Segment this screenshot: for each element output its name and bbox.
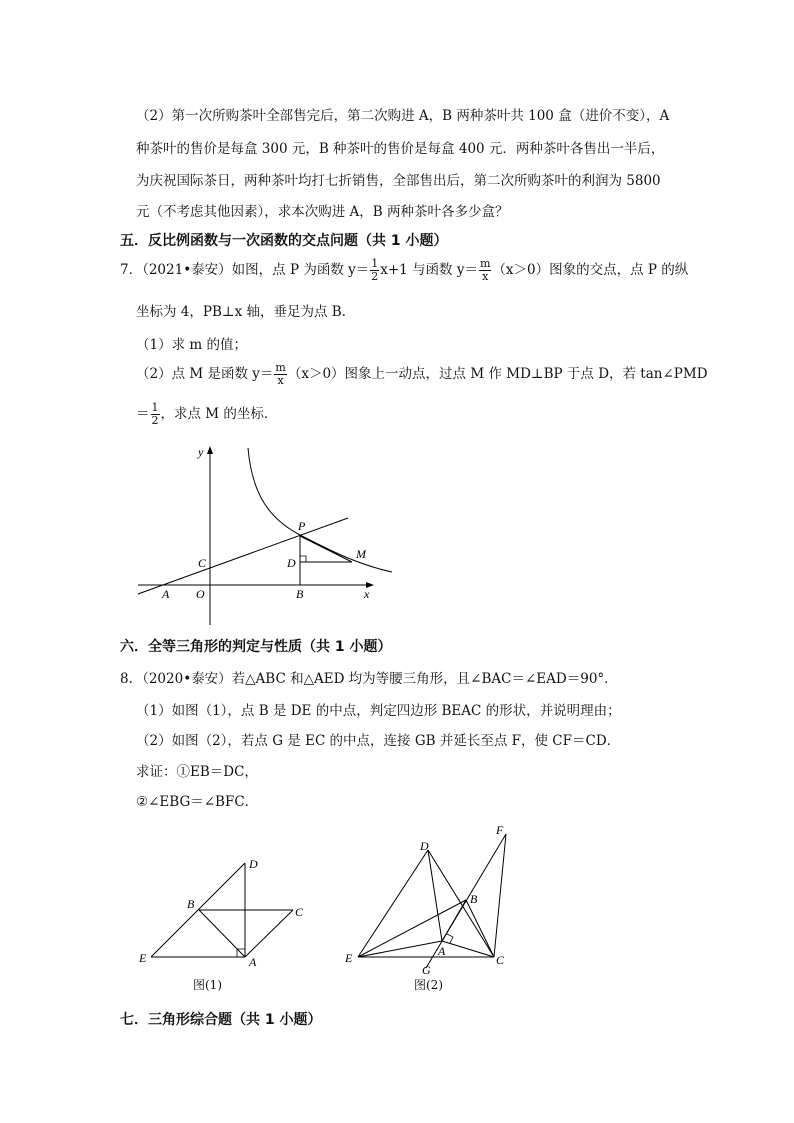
q7-part2-c-pre: ＝ [136, 406, 150, 422]
segment-EA [358, 941, 442, 957]
y-axis-arrow [207, 446, 213, 454]
q7-part2 [136, 362, 708, 387]
q6-part2-line3: 为庆祝国际茶日，两种茶叶均打七折销售，全部售出后，第二次所购茶叶的利润为 5800 [136, 173, 661, 189]
label-D: D [287, 556, 296, 570]
segment-DC [428, 850, 494, 957]
q7-part2-cont [136, 402, 277, 427]
label-A: A [249, 955, 257, 969]
label-A: A [162, 587, 170, 601]
q7-line1-b: x+1 与函数 y＝ [380, 262, 478, 278]
segment-AC [442, 941, 494, 957]
label-x: x [364, 587, 370, 601]
label-F: F [496, 823, 504, 837]
label-G: G [422, 963, 431, 977]
label-P: P [298, 519, 306, 533]
q7-line1-c: （x＞0）图象的交点，点 P 的纵 [492, 262, 689, 278]
q7-line1-a: 7．（2021•泰安）如图，点 P 为函数 y＝ [120, 262, 370, 278]
frac-den: x [482, 270, 489, 283]
q7-figure [130, 440, 400, 630]
label-y: y [198, 445, 204, 459]
label-E: E [345, 951, 353, 965]
label-B: B [470, 892, 478, 906]
q7-part1: （1）求 m 的值； [136, 337, 247, 353]
label-E: E [139, 951, 147, 965]
frac-num: 1 [151, 401, 159, 414]
segment-ED [358, 850, 428, 957]
segment-FC [494, 834, 506, 957]
q8-line1: 8．（2020•泰安）若△ABC 和△AED 均为等腰三角形，且∠BAC＝∠EAD＝90°． [120, 671, 618, 687]
q7-part2-a: （2）点 M 是函数 y＝ [136, 366, 274, 382]
q6-part2-line2: 种茶叶的售价是每盒 300 元，B 种茶叶的售价是每盒 400 元．两种茶叶各售出一半后， [136, 141, 665, 157]
label-M: M [356, 547, 366, 561]
segment-BA [199, 910, 245, 957]
label-B: B [296, 587, 304, 601]
q8-figure-2 [340, 820, 530, 980]
label-A: A [438, 944, 446, 958]
q8-prove2: ②∠EBG＝∠BFC． [136, 794, 259, 810]
q6-part2-line1: （2）第一次所购茶叶全部售完后，第二次购进 A，B 两种茶叶共 100 盒（进价不变），A [136, 108, 670, 124]
frac-den: x [277, 374, 284, 387]
figure-2-caption: 图(2) [414, 978, 443, 992]
section-7-heading: 七．三角形综合题（共 1 小题） [120, 1012, 322, 1028]
frac-den: 2 [151, 414, 159, 427]
label-D: D [420, 839, 429, 853]
frac-num: 1 [371, 257, 379, 270]
frac-den: 2 [371, 270, 379, 283]
q7-fraction-m-over-x-2 [274, 362, 286, 387]
right-angle-mark [300, 556, 306, 562]
frac-num: m [275, 361, 286, 374]
segment-DA [428, 850, 442, 941]
q8-figure-1 [135, 850, 315, 975]
q7-line1 [120, 258, 688, 283]
q6-part2-line4: 元（不考虑其他因素），求本次购进 A，B 两种茶叶各多少盒？ [136, 204, 509, 220]
section-6-heading: 六．全等三角形的判定与性质（共 1 小题） [120, 639, 392, 655]
q7-fraction-m-over-x [479, 258, 491, 283]
segment-PM [300, 536, 352, 562]
label-O: O [196, 587, 205, 601]
q7-fraction-one-half [370, 258, 379, 283]
q7-line2: 坐标为 4，PB⊥x 轴，垂足为点 B． [136, 304, 356, 320]
hyperbola-curve [248, 448, 392, 572]
label-C: C [295, 905, 304, 919]
q7-fraction-one-half-2 [151, 402, 160, 427]
segment-AC [245, 910, 293, 957]
label-B: B [187, 897, 195, 911]
figure-1-caption: 图(1) [193, 978, 222, 992]
section-5-heading: 五．反比例函数与一次函数的交点问题（共 1 小题） [120, 233, 448, 249]
q7-part2-b: （x＞0）图象上一动点，过点 M 作 MD⊥BP 于点 D，若 tan∠PMD [287, 366, 708, 382]
q8-prove1: 求证：①EB＝DC， [136, 764, 258, 780]
right-angle-mark-A [447, 934, 453, 943]
line-ACP [138, 518, 348, 594]
label-C: C [198, 556, 207, 570]
q7-part2-c-post: ，求点 M 的坐标． [160, 406, 278, 422]
q8-part1: （1）如图（1），点 B 是 DE 的中点，判定四边形 BEAC 的形状，并说明理由； [136, 703, 621, 719]
label-C: C [496, 953, 505, 967]
frac-num: m [479, 257, 491, 270]
q8-part2: （2）如图（2），若点 G 是 EC 的中点，连接 GB 并延长至点 F，使 CF＝CD． [136, 733, 621, 749]
segment-BC [466, 900, 494, 957]
label-D: D [249, 857, 258, 871]
